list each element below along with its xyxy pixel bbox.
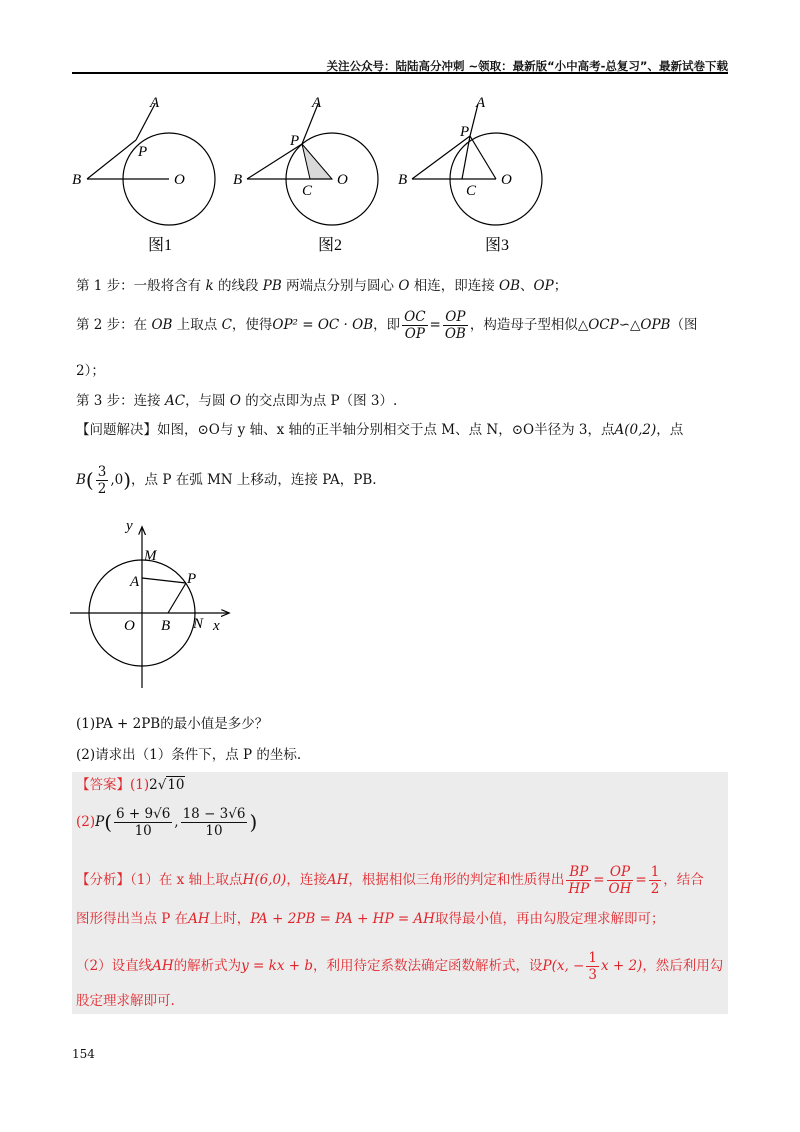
svg-text:B: B xyxy=(398,172,408,188)
step-2: 第 2 步：在 OB 上取点 C，使得OP² = OC · OB，即 $\frac{OC}{OP}$ = $\frac{OP}{OB}$ ，构造母子型相似△OCP∽△OPB（图 xyxy=(76,309,698,343)
svg-text:P: P xyxy=(187,571,197,587)
svg-text:y: y xyxy=(126,518,133,534)
figure-1 xyxy=(72,95,215,254)
figure-2 xyxy=(233,95,378,254)
analysis-line-4: 股定理求解即可. xyxy=(76,993,175,1009)
label-o: O xyxy=(174,172,185,188)
answer-block xyxy=(72,772,728,1014)
answer-1: 【答案】(1)2√10 xyxy=(76,777,185,793)
label-b: B xyxy=(72,172,82,188)
coordinate-figure xyxy=(60,510,300,700)
analysis-line-1: 【分析】（1）在 x 轴上取点H(6,0)，连接AH，根据相似三角形的判定和性质得出 $\frac{BP}{HP}$ = $\frac{OP}{OH}$ = $\frac{1}{2}$ ，结合 xyxy=(76,864,704,898)
caption-3: 图3 xyxy=(485,237,510,254)
svg-text:A: A xyxy=(312,95,322,111)
label-p: P xyxy=(138,144,148,160)
svg-text:x: x xyxy=(213,618,220,634)
page-number: 154 xyxy=(72,1047,95,1061)
svg-text:P: P xyxy=(460,124,470,140)
analysis-line-3: （2）设直线AH的解析式为y = kx + b，利用待定系数法确定函数解析式，设P(x, − $\frac{1}{3}$ x + 2)，然后利用勾 xyxy=(76,950,724,984)
analysis-line-2: 图形得出当点 P 在AH上时，PA + 2PB = PA + HP = AH取得最小值，再由勾股定理求解即可； xyxy=(76,911,665,927)
answer-2: (2)P( $\frac{6 + 9√6}{10}$ , $\frac{18 - 3√6}{10}$ ) xyxy=(76,806,258,840)
step-3: 第 3 步：连接 AC，与圆 O 的交点即为点 P（图 3）. xyxy=(76,393,398,409)
svg-text:N: N xyxy=(193,616,204,632)
svg-text:A: A xyxy=(130,574,140,590)
svg-text:B: B xyxy=(161,618,171,634)
question-1: (1)PA + 2PB的最小值是多少？ xyxy=(76,716,269,732)
problem-line-2: B( $\frac{3}{2}$ ,0)，点 P 在弧 MN 上移动，连接 PA，PB. xyxy=(76,464,377,498)
svg-text:M: M xyxy=(144,548,157,564)
label-a: A xyxy=(150,95,160,111)
svg-text:O: O xyxy=(337,172,348,188)
page-header: 关注公众号：陆陆高分冲刺 ~领取：最新版“小中高考-总复习”、最新试卷下载 xyxy=(326,59,728,73)
figure-3 xyxy=(398,95,542,254)
svg-text:B: B xyxy=(233,172,243,188)
caption-1: 图1 xyxy=(148,237,173,254)
question-2: (2)请求出（1）条件下，点 P 的坐标. xyxy=(76,747,302,763)
caption-2: 图2 xyxy=(318,237,343,254)
step-2-cont: 2）； xyxy=(76,363,105,379)
svg-text:O: O xyxy=(501,172,512,188)
svg-text:A: A xyxy=(476,95,486,111)
svg-text:C: C xyxy=(302,183,313,199)
svg-text:P: P xyxy=(290,133,300,149)
svg-text:C: C xyxy=(466,183,477,199)
header-rule xyxy=(72,72,728,74)
problem-line-1: 【问题解决】如图，⊙O与 y 轴、x 轴的正半轴分别相交于点 M、点 N，⊙O半径为 3，点A(0,2)，点 xyxy=(76,422,684,438)
step-1: 第 1 步：一般将含有 k 的线段 PB 两端点分别与圆心 O 相连，即连接 OB、OP； xyxy=(76,278,568,294)
svg-text:O: O xyxy=(124,618,135,634)
